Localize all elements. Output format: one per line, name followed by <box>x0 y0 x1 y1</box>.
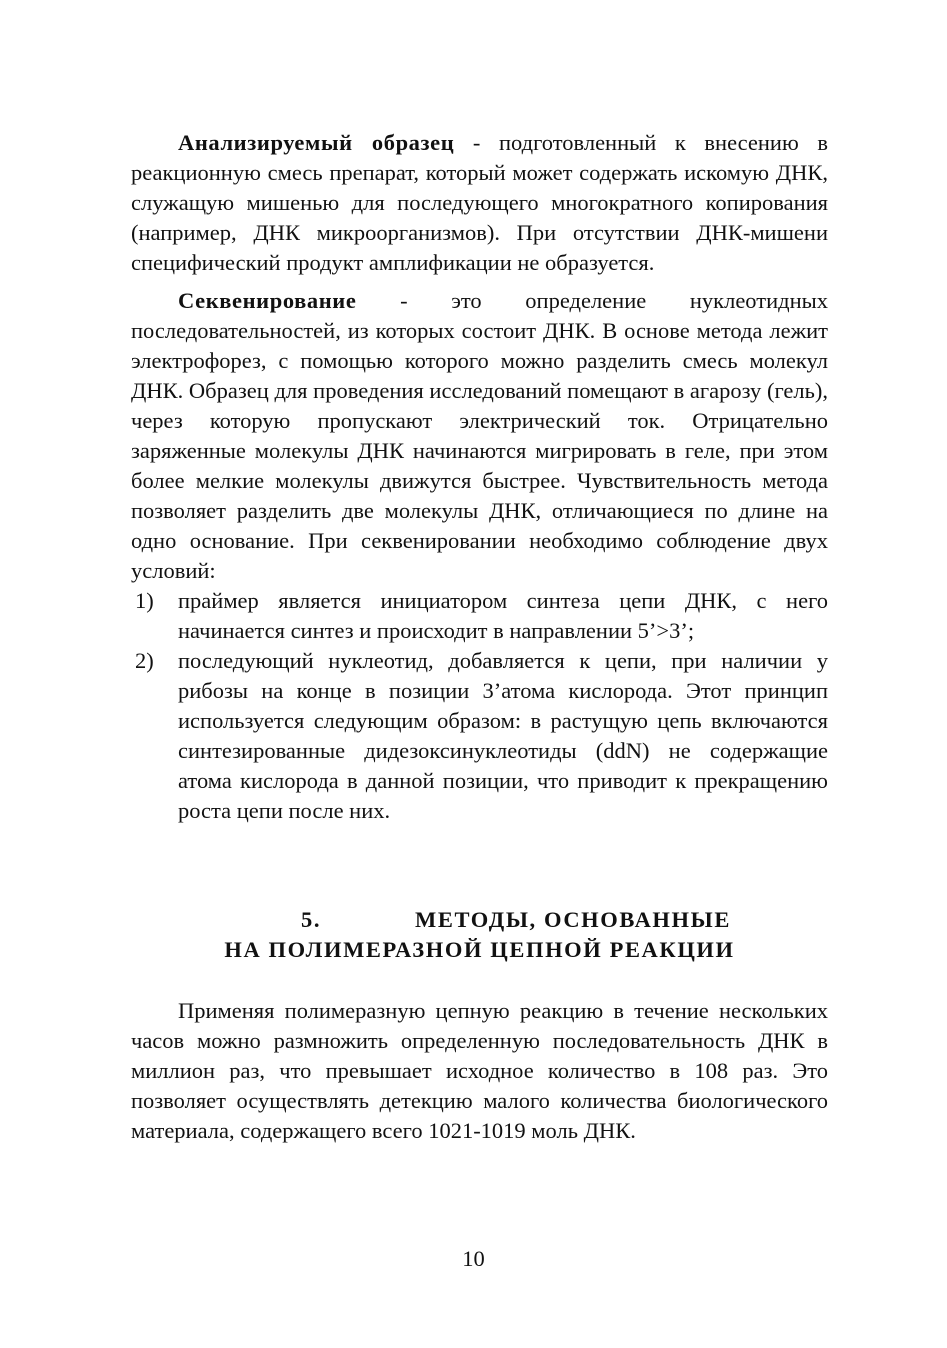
list-item-text: последующий нуклеотид, добавляется к цепи, при наличии у рибозы на конце в позиции 3’атома кислорода. Этот принцип используется следующим образом: в растущую цепь включаются синтезированные дидезоксинуклеотиды (ddN) не содержащие атома кислорода в данной позиции, что приводит к прекращению роста цепи после них. <box>178 648 828 823</box>
page-number: 10 <box>462 1246 485 1271</box>
paragraph-sample-definition <box>131 128 828 278</box>
section-title-line2: НА ПОЛИМЕРАЗНОЙ ЦЕПНОЙ РЕАКЦИИ <box>224 937 735 962</box>
list-item-text: праймер является инициатором синтеза цепи ДНК, с него начинается синтез и происходит в направлении 5’>3’; <box>178 588 828 643</box>
section-title-line1: МЕТОДЫ, ОСНОВАННЫЕ <box>415 907 731 932</box>
list-item <box>131 586 828 646</box>
section-heading <box>131 905 828 965</box>
list-item-number: 1) <box>135 588 154 613</box>
section-number: 5. <box>301 907 322 932</box>
paragraph-pcr-methods: Применяя полимеразную цепную реакцию в течение нескольких часов можно размножить определенную последовательность ДНК в миллион раз, что превышает исходное количество в 108 раз. Это позволяет осуществлять детекцию малого количества биологического материала, содержащего всего 1021-1019 моль ДНК. <box>131 998 828 1143</box>
bottom-text-block <box>131 996 828 1146</box>
section-heading-line1 <box>131 905 828 935</box>
definition-sequencing: - это определение нуклеотидных последовательностей, из которых состоит ДНК. В основе метода лежит электрофорез, с помощью которого можно разделить смесь молекул ДНК. Образец для проведения исследований помещают в агарозу (гель), через которую пропускают электрический ток. Отрицательно заряженные молекулы ДНК начинаются мигрировать в геле, при этом более мелкие молекулы движутся быстрее. Чувствительность метода позволяет разделить две молекулы ДНК, отличающиеся по длине на одно основание. При секвенировании необходимо соблюдение двух условий: <box>131 288 828 583</box>
top-text-block <box>131 128 828 826</box>
term-analyzed-sample: Анализируемый образец <box>178 130 455 155</box>
term-sequencing: Секвенирование <box>178 288 357 313</box>
definition-analyzed-sample: - подготовленный к внесению в реакционную смесь препарат, который может содержать искомую ДНК, служащую мишенью для последующего многократного копирования (например, ДНК микроорганизмов). При отсутствии ДНК-мишени специфический продукт амплификации не образуется. <box>131 130 828 275</box>
list-item <box>131 646 828 826</box>
conditions-list <box>131 586 828 826</box>
paragraph-sequencing-definition <box>131 286 828 586</box>
list-item-number: 2) <box>135 648 154 673</box>
